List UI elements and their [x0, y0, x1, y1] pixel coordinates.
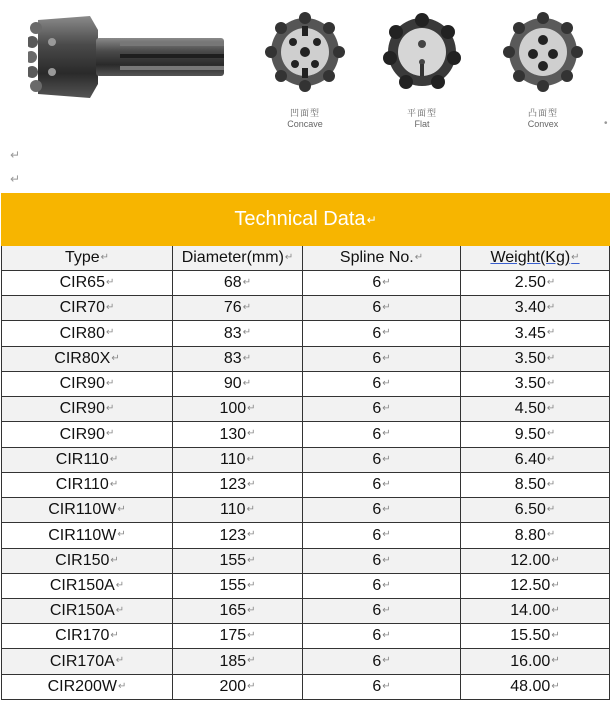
cell-weight: 9.50 ↵ — [461, 422, 610, 447]
concave-label-en: Concave — [287, 119, 323, 129]
drill-bit-side-view-icon — [28, 12, 228, 102]
flat-label-en: Flat — [414, 119, 430, 129]
edge-mark-icon: • — [604, 118, 608, 129]
table-header-row — [2, 245, 610, 270]
cell-weight: 16.00 ↵ — [461, 649, 610, 674]
cell-diameter: 123 ↵ — [173, 472, 303, 497]
cell-diameter: 83 ↵ — [173, 346, 303, 371]
cell-type: CIR150A ↵ — [2, 599, 173, 624]
cell-weight: 4.50 ↵ — [461, 397, 610, 422]
cell-type: CIR110W ↵ — [2, 498, 173, 523]
table-row — [2, 270, 610, 295]
cell-spline: 6 ↵ — [303, 422, 461, 447]
table-row — [2, 422, 610, 447]
cell-spline: 6 ↵ — [303, 649, 461, 674]
paragraph-mark-icon: ↵ — [10, 148, 21, 162]
cell-spline: 6 ↵ — [303, 346, 461, 371]
table-title: Technical Data ↵ — [234, 208, 376, 230]
concave-bit-face-icon — [265, 12, 345, 92]
table-row — [2, 371, 610, 396]
cell-weight: 2.50 ↵ — [461, 270, 610, 295]
table-row — [2, 599, 610, 624]
table-title-row — [2, 194, 610, 246]
cell-spline: 6 ↵ — [303, 498, 461, 523]
cell-weight: 6.40 ↵ — [461, 447, 610, 472]
table-row — [2, 472, 610, 497]
cell-type: CIR150 ↵ — [2, 548, 173, 573]
table-row — [2, 346, 610, 371]
table-title-cell — [2, 194, 610, 246]
flat-bit-face-icon — [382, 12, 462, 92]
cell-diameter: 155 ↵ — [173, 573, 303, 598]
cell-diameter: 76 ↵ — [173, 296, 303, 321]
table-row — [2, 649, 610, 674]
flat-face-figure — [377, 12, 467, 129]
cell-spline: 6 ↵ — [303, 674, 461, 699]
cell-spline: 6 ↵ — [303, 573, 461, 598]
cell-weight: 48.00 ↵ — [461, 674, 610, 699]
table-row — [2, 498, 610, 523]
cell-weight: 14.00 ↵ — [461, 599, 610, 624]
cell-spline: 6 ↵ — [303, 371, 461, 396]
convex-face-figure — [498, 12, 588, 129]
header-diameter: Diameter(mm) ↵ — [173, 245, 303, 270]
flat-label-cn: 平面型 — [406, 108, 437, 118]
cell-weight: 12.50 ↵ — [461, 573, 610, 598]
cell-diameter: 68 ↵ — [173, 270, 303, 295]
concave-label-cn: 凹面型 — [289, 108, 320, 118]
cell-weight: 3.40 ↵ — [461, 296, 610, 321]
product-image-strip — [0, 0, 611, 140]
cell-diameter: 123 ↵ — [173, 523, 303, 548]
cell-diameter: 100 ↵ — [173, 397, 303, 422]
cell-type: CIR80X ↵ — [2, 346, 173, 371]
cell-type: CIR110 ↵ — [2, 472, 173, 497]
cell-diameter: 110 ↵ — [173, 447, 303, 472]
cell-type: CIR90 ↵ — [2, 422, 173, 447]
cell-spline: 6 ↵ — [303, 296, 461, 321]
table-row — [2, 573, 610, 598]
cell-spline: 6 ↵ — [303, 321, 461, 346]
cell-diameter: 90 ↵ — [173, 371, 303, 396]
cell-spline: 6 ↵ — [303, 624, 461, 649]
cell-type: CIR200W ↵ — [2, 674, 173, 699]
table-row — [2, 397, 610, 422]
cell-spline: 6 ↵ — [303, 447, 461, 472]
table-row — [2, 548, 610, 573]
header-type: Type ↵ — [2, 245, 173, 270]
cell-weight: 6.50 ↵ — [461, 498, 610, 523]
cell-diameter: 155 ↵ — [173, 548, 303, 573]
cell-spline: 6 ↵ — [303, 397, 461, 422]
cell-diameter: 110 ↵ — [173, 498, 303, 523]
cell-diameter: 165 ↵ — [173, 599, 303, 624]
table-row — [2, 447, 610, 472]
cell-diameter: 200 ↵ — [173, 674, 303, 699]
cell-type: CIR170 ↵ — [2, 624, 173, 649]
cell-spline: 6 ↵ — [303, 599, 461, 624]
cell-diameter: 130 ↵ — [173, 422, 303, 447]
cell-weight: 8.50 ↵ — [461, 472, 610, 497]
cell-type: CIR90 ↵ — [2, 371, 173, 396]
cell-spline: 6 ↵ — [303, 523, 461, 548]
table-row — [2, 296, 610, 321]
cell-type: CIR110 ↵ — [2, 447, 173, 472]
cell-type: CIR90 ↵ — [2, 397, 173, 422]
cell-spline: 6 ↵ — [303, 548, 461, 573]
cell-type: CIR170A ↵ — [2, 649, 173, 674]
convex-label-cn: 凸面型 — [527, 108, 558, 118]
convex-bit-face-icon — [503, 12, 583, 92]
cell-type: CIR110W ↵ — [2, 523, 173, 548]
table-row — [2, 674, 610, 699]
cell-weight: 15.50 ↵ — [461, 624, 610, 649]
cell-type: CIR80 ↵ — [2, 321, 173, 346]
cell-type: CIR150A ↵ — [2, 573, 173, 598]
technical-data-table — [1, 193, 610, 700]
convex-label-en: Convex — [527, 119, 559, 129]
cell-spline: 6 ↵ — [303, 472, 461, 497]
paragraph-mark-icon: ↵ — [10, 172, 21, 186]
cell-diameter: 185 ↵ — [173, 649, 303, 674]
cell-weight: 12.00 ↵ — [461, 548, 610, 573]
table-body — [2, 270, 610, 699]
cell-weight: 3.45 ↵ — [461, 321, 610, 346]
cell-diameter: 83 ↵ — [173, 321, 303, 346]
cell-type: CIR65 ↵ — [2, 270, 173, 295]
cell-weight: 3.50 ↵ — [461, 371, 610, 396]
cell-weight: 8.80 ↵ — [461, 523, 610, 548]
header-weight: Weight(Kg) ↵ — [461, 245, 610, 270]
cell-type: CIR70 ↵ — [2, 296, 173, 321]
header-spline: Spline No. ↵ — [303, 245, 461, 270]
table-row — [2, 624, 610, 649]
cell-diameter: 175 ↵ — [173, 624, 303, 649]
cell-weight: 3.50 ↵ — [461, 346, 610, 371]
concave-face-figure — [260, 12, 350, 129]
cell-spline: 6 ↵ — [303, 270, 461, 295]
table-row — [2, 523, 610, 548]
table-row — [2, 321, 610, 346]
